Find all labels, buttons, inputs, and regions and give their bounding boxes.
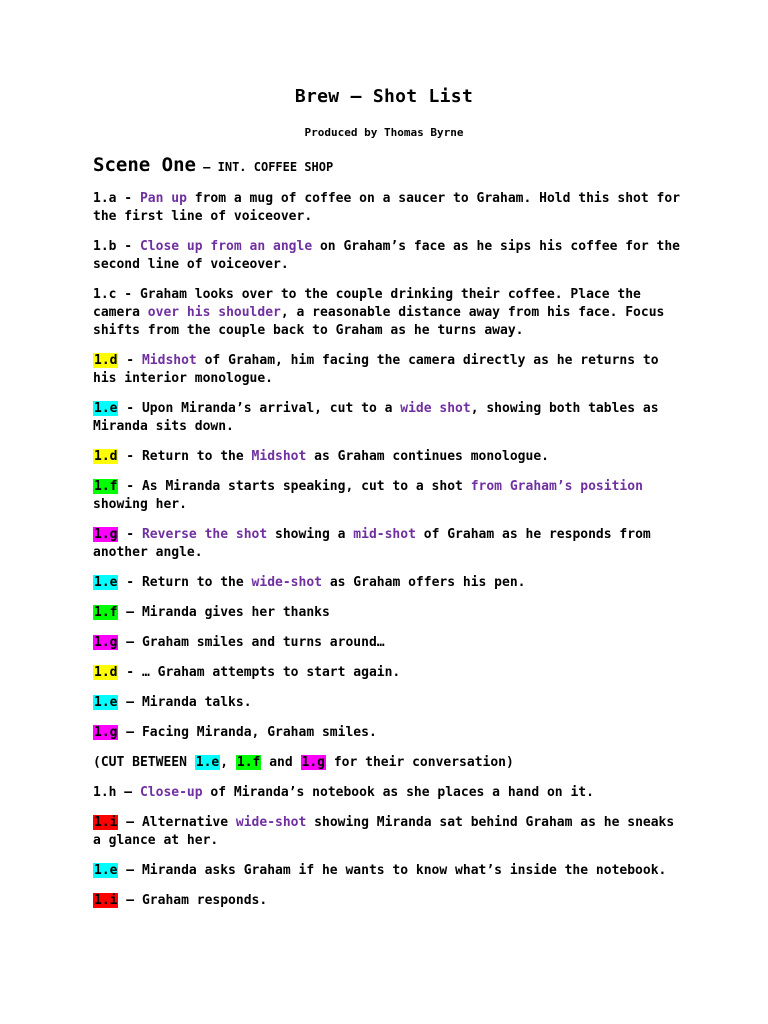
shot-text: as Graham offers his pen.	[322, 575, 526, 590]
shot-code-highlight: 1.e	[94, 863, 118, 878]
shot-separator: -	[118, 449, 142, 464]
shot-entry	[93, 352, 683, 388]
shot-text: showing her.	[93, 497, 187, 512]
shot-text: Upon Miranda’s arrival, cut to a	[141, 401, 401, 416]
camera-term: from Graham’s position	[470, 479, 643, 494]
camera-term: Close up from an angle	[139, 239, 313, 254]
shot-code-highlight: 1.d	[94, 353, 118, 368]
shot-entry	[93, 238, 683, 274]
shot-text: As Miranda starts speaking, cut to a shot	[141, 479, 471, 494]
shot-text: , a reasonable distance away from his face. Focus shifts from the couple back to Graham as he turns away.	[93, 305, 665, 338]
shot-separator: –	[118, 863, 142, 878]
shot-entry	[93, 634, 683, 652]
shot-text: showing a	[267, 527, 354, 542]
shot-entry	[93, 574, 683, 592]
shot-text: … Graham attempts to start again.	[141, 665, 401, 680]
camera-term: Midshot	[141, 353, 197, 368]
scene-location: – INT. COFFEE SHOP	[195, 160, 334, 174]
shot-entry	[93, 478, 683, 514]
shot-text: Alternative	[141, 815, 236, 830]
shot-entry	[93, 400, 683, 436]
shot-entry	[93, 724, 683, 742]
shot-text: Miranda asks Graham if he wants to know what’s inside the notebook.	[141, 863, 667, 878]
shot-text: of Graham, him facing the camera directly as he returns to his interior monologue.	[93, 353, 659, 386]
shot-code: 1.h	[93, 785, 117, 800]
shot-text: , showing both tables as Miranda sits down.	[93, 401, 659, 434]
shot-separator: -	[118, 665, 142, 680]
shot-code-highlight: 1.d	[94, 665, 118, 680]
shot-code-highlight: 1.f	[94, 479, 118, 494]
shot-entry	[93, 694, 683, 712]
shot-code-highlight: 1.g	[301, 755, 325, 770]
document-title: Brew – Shot List	[294, 86, 474, 107]
shot-code-highlight: 1.d	[94, 449, 118, 464]
shot-separator: -	[118, 527, 142, 542]
shot-entry	[93, 892, 683, 910]
shot-separator: –	[118, 725, 142, 740]
shot-text: ,	[220, 755, 236, 770]
shot-list	[93, 190, 683, 922]
camera-term: Close-up	[139, 785, 203, 800]
shot-code: 1.b	[93, 239, 117, 254]
shot-entry	[93, 814, 683, 850]
shot-text: as Graham continues monologue.	[306, 449, 549, 464]
shot-code-highlight: 1.i	[94, 893, 118, 908]
shot-text: showing Miranda sat behind Graham as he sneaks a glance at her.	[93, 815, 675, 848]
shot-separator: -	[118, 401, 142, 416]
shot-text: Graham responds.	[141, 893, 268, 908]
shot-separator: -	[118, 353, 142, 368]
cut-between-note	[93, 754, 683, 772]
shot-entry	[93, 862, 683, 880]
shot-text: from a mug of coffee on a saucer to Graham. Hold this shot for the first line of voiceover.	[93, 191, 681, 224]
shot-entry	[93, 664, 683, 682]
scene-heading	[93, 154, 683, 176]
shot-separator: –	[116, 785, 140, 800]
shot-code-highlight: 1.g	[94, 725, 118, 740]
document-subtitle: Produced by Thomas Byrne	[304, 126, 464, 139]
shot-separator: –	[118, 605, 142, 620]
shot-entry	[93, 190, 683, 226]
shot-separator: –	[118, 893, 142, 908]
shot-text: Return to the	[141, 575, 252, 590]
shot-code-highlight: 1.f	[236, 755, 261, 770]
shot-code: 1.a	[93, 191, 117, 206]
shot-code-highlight: 1.g	[94, 635, 118, 650]
shot-text: Graham looks over to the couple drinking their coffee. Place the camera	[93, 287, 641, 320]
shot-text: (CUT BETWEEN	[93, 755, 195, 770]
shot-text: for their conversation)	[326, 755, 514, 770]
shot-code-highlight: 1.e	[195, 755, 220, 770]
camera-term: wide shot	[400, 401, 471, 416]
camera-term: Pan up	[139, 191, 187, 206]
shot-code-highlight: 1.f	[94, 605, 118, 620]
camera-term: wide-shot	[251, 575, 322, 590]
shot-code-highlight: 1.e	[94, 695, 118, 710]
shot-separator: -	[118, 479, 142, 494]
shot-text: Facing Miranda, Graham smiles.	[141, 725, 377, 740]
shot-separator: -	[116, 191, 140, 206]
shot-code-highlight: 1.e	[94, 575, 118, 590]
camera-term: wide-shot	[235, 815, 307, 830]
shot-text: Miranda gives her thanks	[141, 605, 330, 620]
camera-term: mid-shot	[353, 527, 416, 542]
shot-text: Return to the	[141, 449, 252, 464]
shot-separator: -	[116, 287, 140, 302]
scene-name: Scene One	[93, 154, 196, 176]
shot-separator: -	[118, 575, 142, 590]
shot-text: of Graham as he responds from another angle.	[93, 527, 651, 560]
shot-separator: –	[118, 695, 142, 710]
shot-text: and	[261, 755, 301, 770]
shot-entry	[93, 526, 683, 562]
shot-text: on Graham’s face as he sips his coffee for the second line of voiceover.	[93, 239, 681, 272]
shot-entry	[93, 448, 683, 466]
shot-text: Graham smiles and turns around…	[141, 635, 385, 650]
shot-text: of Miranda’s notebook as she places a hand on it.	[202, 785, 594, 800]
shot-code-highlight: 1.g	[94, 527, 118, 542]
camera-term: Reverse the shot	[141, 527, 268, 542]
shot-code-highlight: 1.e	[94, 401, 118, 416]
shot-entry	[93, 604, 683, 622]
shot-code-highlight: 1.i	[94, 815, 118, 830]
camera-term: Midshot	[251, 449, 307, 464]
shot-entry	[93, 286, 683, 340]
shot-separator: -	[116, 239, 140, 254]
shot-code: 1.c	[93, 287, 117, 302]
shot-entry	[93, 784, 683, 802]
camera-term: over his shoulder	[147, 305, 281, 320]
shot-separator: –	[118, 635, 142, 650]
shot-separator: –	[118, 815, 142, 830]
shot-text: Miranda talks.	[141, 695, 252, 710]
